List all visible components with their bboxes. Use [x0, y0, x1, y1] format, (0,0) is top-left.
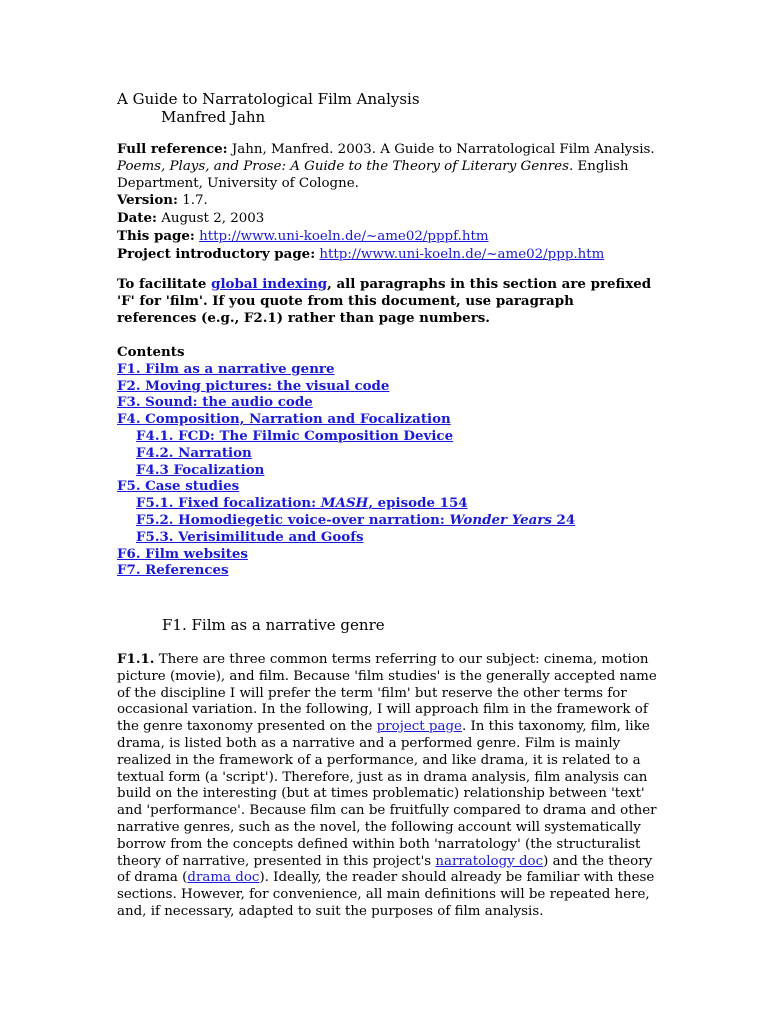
- project-page-link[interactable]: http://www.uni-koeln.de/~ame02/ppp.htm: [319, 246, 605, 262]
- toc-item-f1: [117, 361, 657, 378]
- date-line: [117, 210, 657, 228]
- date-value: August 2, 2003: [156, 211, 265, 227]
- this-page-line: [117, 228, 657, 246]
- toc-link[interactable]: F5.3. Verisimilitude and Goofs: [136, 528, 364, 545]
- drama-doc-link[interactable]: drama doc: [187, 870, 260, 886]
- version-value: 1.7.: [177, 193, 208, 209]
- toc-link[interactable]: F4.1. FCD: The Filmic Composition Device: [136, 427, 454, 444]
- this-page-link[interactable]: http://www.uni-koeln.de/~ame02/pppf.htm: [199, 228, 489, 244]
- toc-item-f5: [117, 478, 657, 495]
- toc-item-f5-2: [117, 512, 657, 529]
- paragraph-text: There are three common terms referring to our subject: cinema, motion picture (movie), and film. Because 'film studies' is the generally accepted name of the discipline I will prefer the term 'film' but reserve the other terms for occasional variation. In the following, I will approach film in the framework of the genre taxonomy presented on the: [117, 652, 657, 735]
- toc-item-f5-1: [117, 495, 657, 512]
- toc-item-f3: [117, 394, 657, 411]
- toc-item-f4: [117, 411, 657, 428]
- contents-heading: Contents: [117, 344, 185, 360]
- section-heading: F1. Film as a narrative genre: [162, 616, 385, 634]
- indexing-note: [117, 276, 657, 326]
- toc-item-f4-2: [117, 445, 657, 462]
- this-page-label: This page:: [117, 227, 195, 244]
- toc-link-text: F5.2. Homodiegetic voice-over narration:: [136, 511, 450, 528]
- paragraph-f1-1: [117, 651, 657, 921]
- document-title: [117, 90, 657, 126]
- author-name: Manfred Jahn: [161, 108, 266, 126]
- full-reference-text: Jahn, Manfred. 2003. A Guide to Narratological Film Analysis.: [227, 142, 655, 157]
- toc-link[interactable]: F7. References: [117, 562, 229, 579]
- toc-link[interactable]: F5. Case studies: [117, 478, 240, 495]
- project-page-line: [117, 246, 657, 264]
- version-line: [117, 192, 657, 210]
- indexing-suffix: , all paragraphs in this section are prefixed 'F' for 'film'. If you quote from this document, use paragraph references (e.g., F2.1) rather than page numbers.: [117, 276, 652, 326]
- toc-link[interactable]: F4. Composition, Narration and Focalization: [117, 411, 451, 428]
- paragraph-text: ). Ideally, the reader should already be familiar with these sections. However, for convenience, all main definitions will be repeated here, and, if necessary, adapted to suit the purposes of film analysis.: [117, 870, 655, 919]
- reference-block: [117, 141, 657, 264]
- full-reference-italic: Poems, Plays, and Prose: A Guide to the Theory of Literary Genres.: [117, 158, 574, 174]
- toc-link-italic: MASH: [320, 495, 369, 512]
- toc-item-f4-1: [117, 428, 657, 445]
- date-label: Date:: [117, 210, 157, 227]
- toc-link-text: 24: [551, 511, 576, 528]
- full-reference-label: Full reference:: [117, 141, 228, 157]
- version-label: Version:: [117, 192, 178, 209]
- title-line: A Guide to Narratological Film Analysis: [117, 90, 420, 108]
- toc-item-f4-3: [117, 462, 657, 479]
- toc-link-italic: Wonder Years: [449, 511, 552, 528]
- indexing-prefix: To facilitate: [117, 276, 212, 292]
- table-of-contents: [117, 344, 657, 579]
- toc-item-f2: [117, 378, 657, 395]
- toc-link[interactable]: F6. Film websites: [117, 545, 248, 562]
- project-page-label: Project introductory page:: [117, 245, 316, 262]
- paragraph-label: F1.1.: [117, 651, 155, 667]
- toc-link[interactable]: [136, 495, 468, 511]
- toc-item-f6: [117, 546, 657, 563]
- toc-link-text: F5.1. Fixed focalization:: [136, 495, 321, 512]
- toc-item-f5-3: [117, 529, 657, 546]
- paragraph-text: ) and the theory of drama (: [117, 853, 653, 886]
- full-reference-text-2: English Department, University of Cologne.: [117, 158, 629, 191]
- toc-link[interactable]: F4.2. Narration: [136, 444, 252, 461]
- toc-link[interactable]: F2. Moving pictures: the visual code: [117, 377, 390, 394]
- toc-link[interactable]: F4.3 Focalization: [136, 461, 265, 478]
- toc-link[interactable]: [136, 512, 575, 528]
- toc-link[interactable]: F1. Film as a narrative genre: [117, 360, 335, 377]
- toc-item-f7: [117, 562, 657, 579]
- project-page-inline-link[interactable]: project page: [376, 719, 462, 735]
- global-indexing-link[interactable]: global indexing: [211, 276, 328, 292]
- toc-link-text: , episode 154: [368, 495, 468, 512]
- full-reference: [117, 141, 657, 192]
- paragraph-text: . In this taxonomy, film, like drama, is listed both as a narrative and a performed genre. Film is mainly realized in the framework of a performance, and like drama, it is related to a textual form (a 'script'). Therefore, just as in drama analysis, film analysis can build on the interesting (but at times problematic) relationship between 'text' and 'performance'. Because film can be fruitfully compared to drama and other narrative genres, such as the novel, the following account will systematically borrow from the concepts defined within both 'narratology' (the structuralist theory of narrative, presented in this project's: [117, 719, 657, 869]
- toc-link[interactable]: F3. Sound: the audio code: [117, 394, 313, 411]
- narratology-doc-link[interactable]: narratology doc: [435, 853, 544, 869]
